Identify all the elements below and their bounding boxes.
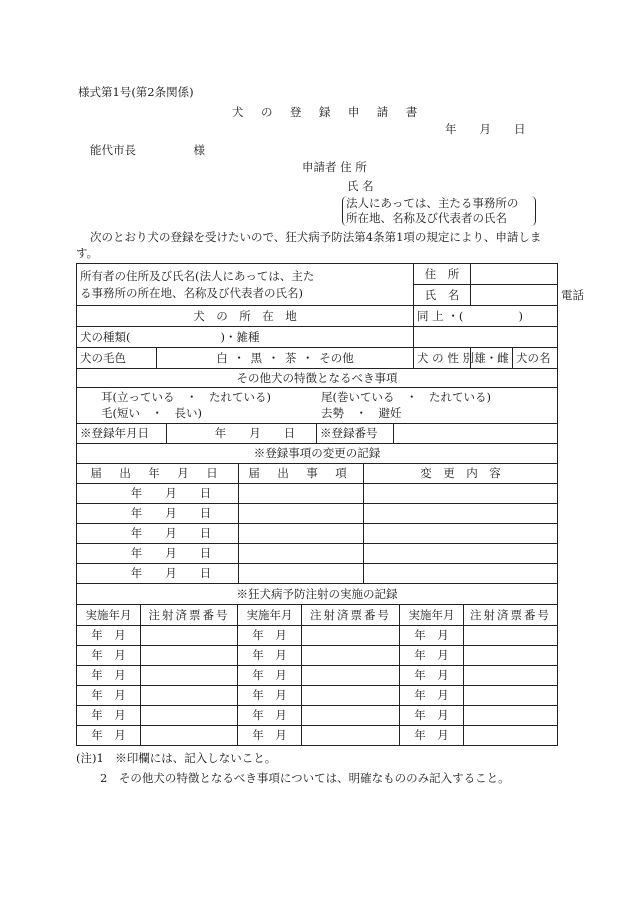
same-as-above-label: 同 上 ・(: [417, 308, 464, 323]
vaccination-month: 年 月: [77, 646, 141, 666]
vaccination-row: [77, 686, 558, 706]
vaccination-tag-number[interactable]: [141, 706, 238, 726]
vaccination-tag-number[interactable]: [302, 626, 400, 646]
vaccination-tag-number[interactable]: [302, 686, 400, 706]
change-record-title: ※登録事項の変更の記録: [77, 444, 558, 464]
application-date: 年 月 日: [445, 122, 526, 136]
vaccination-record-table: [76, 583, 558, 746]
change-record-table: [76, 443, 558, 584]
vaccination-tag-number[interactable]: [302, 726, 400, 746]
features-title: その他犬の特徴となるべき事項: [77, 369, 558, 388]
applicant-name-label: 氏 名: [347, 179, 374, 193]
vacc-header-month-3: 実施年月: [400, 605, 464, 626]
registration-date-label: ※登録年月日: [77, 424, 167, 444]
dog-location-label: 犬 の 所 在 地: [77, 306, 414, 327]
owner-label-line2: る事務所の所在地、名称及び代表者の氏名): [80, 285, 303, 300]
vaccination-row: [77, 666, 558, 686]
vaccination-row: [77, 706, 558, 726]
vaccination-tag-number[interactable]: [302, 706, 400, 726]
features-cell[interactable]: [77, 388, 558, 424]
intro-text-line1: 次のとおり犬の登録を受けたいので、狂犬病予防法第4条第1項の規定により、申請しま: [90, 230, 542, 244]
change-header-content: 変 更 内 容: [364, 464, 558, 484]
vaccination-month: 年 月: [400, 686, 464, 706]
dog-breed-tail: )・雑種: [220, 329, 260, 344]
dog-breed-cell[interactable]: [77, 327, 414, 348]
change-row-date: 年 月 日: [77, 544, 239, 564]
note-2: 2 その他犬の特徴となるべき事項については、明確なもののみ記入すること。: [100, 771, 510, 785]
vacc-header-tag-3: 注射済票番号: [464, 605, 558, 626]
dog-sex-label: 犬 の 性 別: [414, 348, 471, 369]
change-row-item[interactable]: [239, 484, 364, 504]
registration-number-field: [394, 424, 558, 444]
change-row-date: 年 月 日: [77, 504, 239, 524]
vaccination-tag-number[interactable]: [141, 626, 238, 646]
intro-text-line2: す。: [76, 246, 99, 260]
vaccination-tag-number[interactable]: [464, 666, 558, 686]
vaccination-month: 年 月: [400, 626, 464, 646]
owner-name-label: 氏 名: [414, 285, 471, 306]
vacc-header-month-1: 実施年月: [77, 605, 141, 626]
change-row-content[interactable]: [364, 564, 558, 584]
change-row-item[interactable]: [239, 504, 364, 524]
vaccination-tag-number[interactable]: [464, 686, 558, 706]
vaccination-month: 年 月: [77, 706, 141, 726]
vaccination-month: 年 月: [238, 706, 302, 726]
corporation-note-line2: 所在地、名称及び代表者の氏名: [346, 211, 507, 225]
vaccination-month: 年 月: [77, 626, 141, 646]
dog-breed-extra[interactable]: [414, 327, 558, 348]
vaccination-tag-number[interactable]: [464, 646, 558, 666]
dog-location-field[interactable]: [414, 306, 558, 327]
vaccination-month: 年 月: [238, 626, 302, 646]
change-row-date: 年 月 日: [77, 484, 239, 504]
change-row-date: 年 月 日: [77, 524, 239, 544]
features-table: [76, 368, 558, 444]
change-header-date: 届 出 年 月 日: [77, 464, 239, 484]
vaccination-month: 年 月: [400, 666, 464, 686]
tail-options: 尾(巻いている ・ たれている): [321, 390, 491, 404]
dog-color-label: 犬の毛色: [77, 348, 157, 369]
vaccination-record-title: ※狂犬病予防注射の実施の記録: [77, 584, 558, 605]
change-row-item[interactable]: [239, 564, 364, 584]
change-row-content[interactable]: [364, 484, 558, 504]
vaccination-tag-number[interactable]: [141, 686, 238, 706]
change-row-item[interactable]: [239, 544, 364, 564]
vaccination-tag-number[interactable]: [141, 646, 238, 666]
phone-label: 電話: [561, 287, 585, 302]
vaccination-month: 年 月: [77, 726, 141, 746]
fur-options: 毛(短い ・ 長い): [101, 406, 202, 420]
vaccination-tag-number[interactable]: [464, 706, 558, 726]
corporation-note-line1: 法人にあっては、主たる事務所の: [346, 196, 519, 210]
dog-color-options[interactable]: 白 ・ 黒 ・ 茶 ・ その他: [157, 348, 414, 369]
vaccination-month: 年 月: [238, 646, 302, 666]
vaccination-month: 年 月: [77, 686, 141, 706]
change-row-date: 年 月 日: [77, 564, 239, 584]
vaccination-month: 年 月: [238, 686, 302, 706]
vacc-header-tag-1: 注射済票番号: [141, 605, 238, 626]
owner-name-field[interactable]: [471, 285, 585, 306]
owner-label-cell: [77, 264, 414, 306]
registration-number-label: ※登録番号: [317, 424, 394, 444]
same-as-above-close: ): [518, 308, 523, 323]
dog-breed-label: 犬の種類(: [80, 329, 131, 344]
vaccination-tag-number[interactable]: [302, 646, 400, 666]
owner-address-field[interactable]: [471, 264, 558, 285]
addressee: 能代市長 様: [90, 143, 205, 157]
form-title: 犬 の 登 録 申 請 書: [232, 105, 425, 119]
owner-label-line1: 所有者の住所及び氏名(法人にあっては、主た: [80, 268, 315, 283]
vaccination-tag-number[interactable]: [464, 626, 558, 646]
note-1: (注)1 ※印欄には、記入しないこと。: [76, 751, 277, 765]
change-row-item[interactable]: [239, 524, 364, 544]
neuter-options: 去勢 ・ 避妊: [321, 406, 402, 420]
vaccination-month: 年 月: [77, 666, 141, 686]
vaccination-tag-number[interactable]: [302, 666, 400, 686]
vaccination-month: 年 月: [400, 726, 464, 746]
vaccination-tag-number[interactable]: [464, 726, 558, 746]
vaccination-row: [77, 646, 558, 666]
vacc-header-month-2: 実施年月: [238, 605, 302, 626]
form-number: 様式第1号(第2条関係): [78, 85, 194, 99]
owner-address-label: 住 所: [414, 264, 471, 285]
applicant-address-label: 申請者 住 所: [302, 160, 367, 174]
vaccination-month: 年 月: [238, 726, 302, 746]
change-header-item: 届 出 事 項: [239, 464, 364, 484]
vaccination-month: 年 月: [238, 666, 302, 686]
ears-options: 耳(立っている ・ たれている): [101, 390, 271, 404]
vaccination-month: 年 月: [400, 706, 464, 726]
vaccination-month: 年 月: [400, 646, 464, 666]
change-row-content[interactable]: [364, 504, 558, 524]
change-row-content[interactable]: [364, 524, 558, 544]
dog-name-label[interactable]: 犬の名: [513, 348, 558, 369]
vaccination-tag-number[interactable]: [141, 726, 238, 746]
owner-dog-table: [76, 263, 585, 369]
vaccination-row: [77, 726, 558, 746]
vacc-header-tag-2: 注射済票番号: [302, 605, 400, 626]
dog-sex-options[interactable]: 雄・雌: [471, 348, 513, 369]
vaccination-tag-number[interactable]: [141, 666, 238, 686]
change-row-content[interactable]: [364, 544, 558, 564]
registration-date-field: 年 月 日: [167, 424, 317, 444]
vaccination-row: [77, 626, 558, 646]
